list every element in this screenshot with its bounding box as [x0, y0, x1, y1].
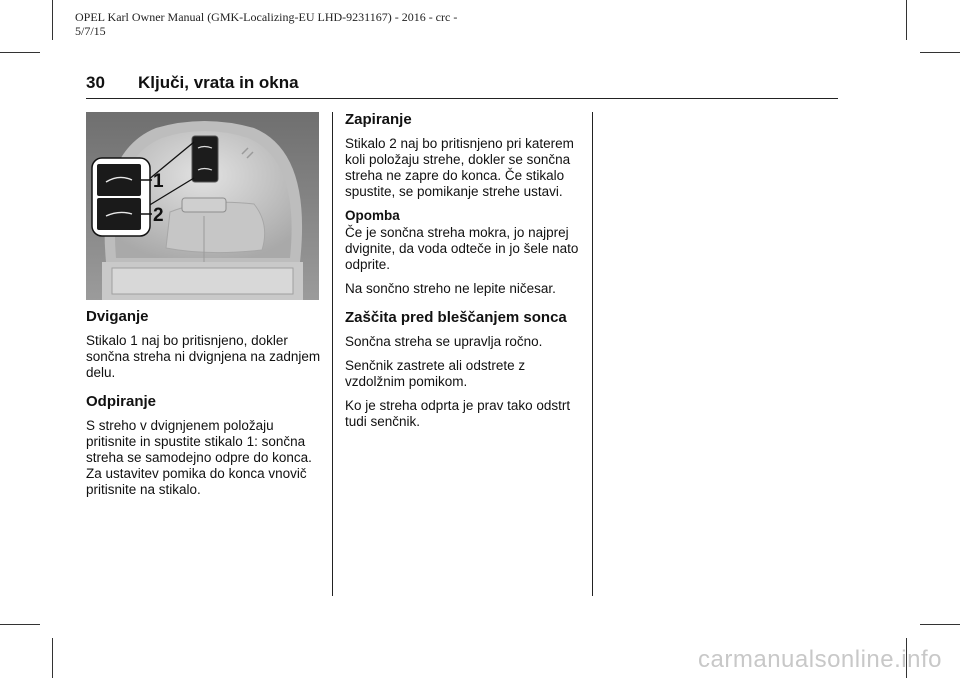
- column-divider: [592, 112, 593, 596]
- section-text-odpiranje: S streho v dvignjenem položaju pritisnite in spustite stikalo 1: sončna streha se samodejno odpre do konca. Za ustavitev pomika do konca vnovič pritisnite na stikalo.: [86, 418, 312, 497]
- section-text-zapiranje: Stikalo 2 naj bo pritisnjeno pri katerem koli položaju strehe, dokler se sončna streha ne zapre do konca. Če stikalo spustite, se pomikanje strehe ustavi.: [345, 136, 574, 199]
- crop-mark: [920, 52, 960, 53]
- crop-mark: [906, 0, 907, 40]
- callout-1: 1: [153, 171, 164, 192]
- document-header-line2: 5/7/15: [75, 24, 106, 38]
- callout-2: 2: [153, 205, 164, 226]
- section-title-zascita: Zaščita pred bleščanjem sonca: [345, 309, 567, 326]
- crop-mark: [52, 0, 53, 40]
- middle-column: [345, 111, 581, 438]
- document-header-line1: OPEL Karl Owner Manual (GMK-Localizing-EU LHD-9231167) - 2016 - crc -: [75, 10, 458, 24]
- crop-mark: [0, 624, 40, 625]
- column-divider: [332, 112, 333, 596]
- section-text-zascita-3: Ko je streha odprta je prav tako odstrt tudi senčnik.: [345, 398, 571, 429]
- note-text: Če je sončna streha mokra, jo najprej dvignite, da voda odteče in jo šele nato odprite.: [345, 225, 579, 272]
- page-heading: [86, 73, 299, 93]
- watermark: carmanualsonline.info: [698, 646, 942, 673]
- document-header: [75, 10, 457, 38]
- section-title-odpiranje: Odpiranje: [86, 393, 157, 410]
- page-number: 30: [86, 73, 105, 92]
- crop-mark: [52, 638, 53, 678]
- crop-mark: [920, 624, 960, 625]
- switch-2-button: [97, 198, 141, 230]
- switch-1-button: [97, 164, 141, 196]
- crop-mark: [0, 52, 40, 53]
- page-title: Ključi, vrata in okna: [138, 73, 299, 92]
- section-title-zapiranje: Zapiranje: [345, 111, 412, 128]
- section-text-dviganje: Stikalo 1 naj bo pritisnjeno, dokler sončna streha ni dvignjena na zadnjem delu.: [86, 333, 321, 380]
- section-title-dviganje: Dviganje: [86, 308, 149, 325]
- note-label: Opomba: [345, 208, 400, 223]
- sunroof-switch-illustration: [86, 112, 319, 300]
- note-text-2: Na sončno streho ne lepite ničesar.: [345, 281, 556, 296]
- section-text-zascita-2: Senčnik zastrete ali odstrete z vzdolžnim pomikom.: [345, 358, 526, 389]
- section-text-zascita-1: Sončna streha se upravlja ročno.: [345, 334, 543, 349]
- left-column: [86, 308, 322, 506]
- sunroof-switch-figure: [86, 112, 319, 300]
- heading-rule: [86, 98, 838, 99]
